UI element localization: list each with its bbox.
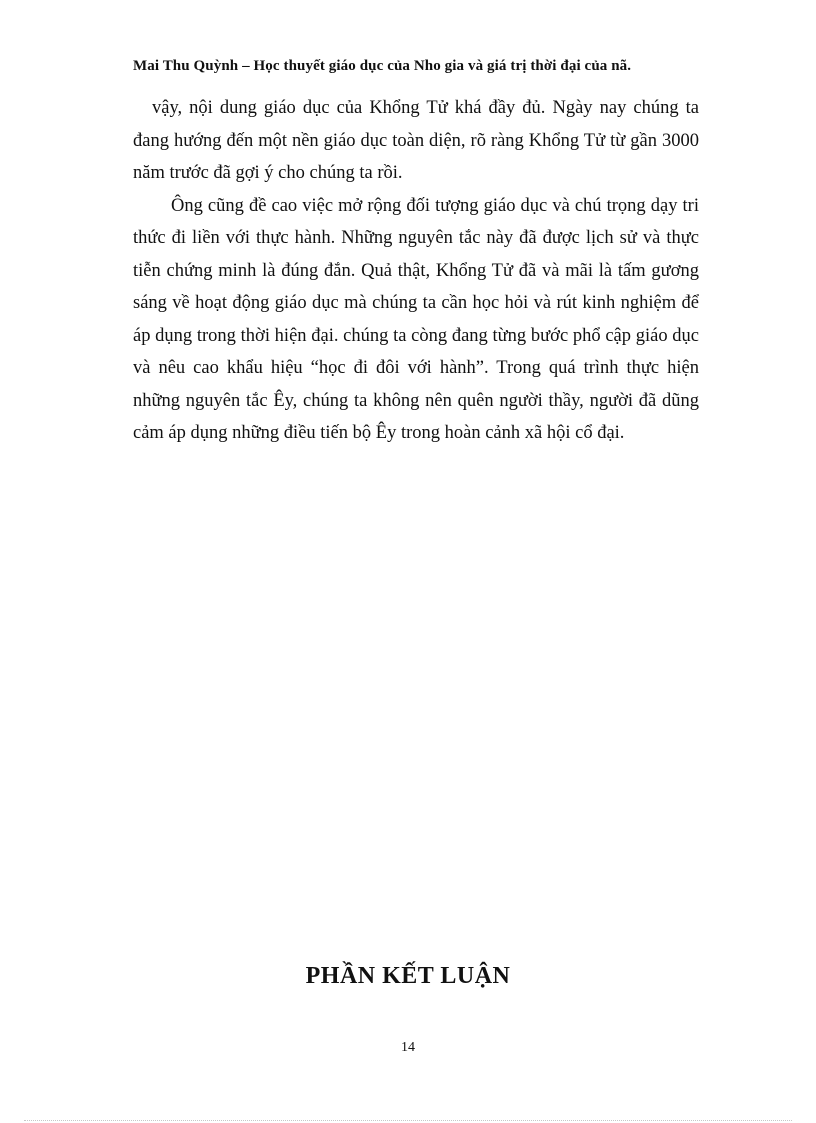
running-header: Mai Thu Quỳnh – Học thuyết giáo dục của Nho gia và giá trị thời đại của nã. bbox=[133, 58, 632, 74]
section-heading: PHẦN KẾT LUẬN bbox=[305, 963, 511, 989]
body-text bbox=[133, 92, 699, 450]
page-number: 14 bbox=[401, 1040, 415, 1055]
page-bottom-rule bbox=[24, 1120, 792, 1121]
paragraph: Ông cũng đề cao việc mở rộng đối tượng giáo dục và chú trọng dạy tri thức đi liền với thực hành. Những nguyên tắc này đã được lịch sử và thực tiễn chứng minh là đúng đắn. Quả thật, Khổng Tử đã và mãi là tấm gương sáng về hoạt động giáo dục mà chúng ta cần học hỏi và rút kinh nghiệm để áp dụng trong thời hiện đại. chúng ta còng đang từng bước phổ cập giáo dục và nêu cao khẩu hiệu “học đi đôi với hành”. Trong quá trình thực hiện những nguyên tắc Êy, chúng ta không nên quên người thầy, người đã dũng cảm áp dụng những điều tiến bộ Êy trong hoàn cảnh xã hội cổ đại. bbox=[133, 195, 699, 443]
paragraph: vậy, nội dung giáo dục của Khổng Tử khá đầy đủ. Ngày nay chúng ta đang hướng đến một nền giáo dục toàn diện, rõ ràng Khổng Tử từ gần 3000 năm trước đã gợi ý cho chúng ta rồi. bbox=[133, 98, 699, 183]
